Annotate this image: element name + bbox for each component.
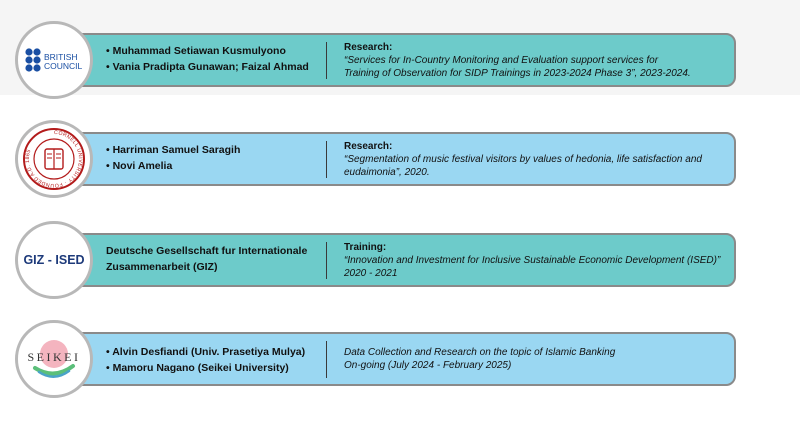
person-name: • Vania Pradipta Gunawan; Faizal Ahmad [106,61,309,73]
project-line: “Segmentation of music festival visitors by values of hedonia, life satisfaction and [344,154,702,165]
person-name: • Harriman Samuel Saragih [106,144,241,156]
divider [326,141,327,178]
logo-text: COUNCIL [44,61,83,71]
divider [326,242,327,279]
collaboration-card-giz [40,233,736,287]
divider [326,42,327,79]
british-council-logo [15,21,93,99]
logo-text: SEIKEI [27,350,81,364]
project-type: Research: [344,141,393,152]
person-name: • Novi Amelia [106,160,173,172]
project-line: eudaimonia”, 2020. [344,167,430,178]
project-line: 2020 - 2021 [344,268,398,279]
person-name: • Alvin Desfiandi (Univ. Prasetiya Mulya) [106,346,306,358]
organization-line: Deutsche Gesellschaft fur Internationale [106,245,308,257]
project-description [344,346,724,372]
people-list [106,142,326,174]
giz-ised-logo [15,221,93,299]
logo-text: BRITISH [44,52,78,62]
logo-text: GIZ - ISED [23,253,85,267]
divider [326,341,327,378]
project-line: “Services for In-Country Monitoring and Evaluation support services for [344,55,659,66]
project-type: Research: [344,42,393,53]
project-line: “Innovation and Investment for Inclusive Sustainable Economic Development (ISED)” [344,255,721,266]
collaboration-card-seikei [40,332,736,386]
person-name: • Muhammad Setiawan Kusmulyono [106,45,286,57]
project-description [344,140,724,179]
collaboration-card-british-council [40,33,736,87]
project-description [344,241,724,280]
seal-ring-text: CORNELL UNIVERSITY · FOUNDED A.D. 1865 [24,129,84,189]
collaboration-card-cornell [40,132,736,186]
people-list [106,43,326,75]
people-list [106,344,326,376]
project-line: On-going (July 2024 - February 2025) [344,360,512,371]
project-type: Training: [344,242,387,253]
project-line: Training of Observation for SIDP Trainings in 2023-2024 Phase 3”, 2023-2024. [344,68,691,79]
organization-line: Zusammenarbeit (GIZ) [106,261,218,273]
person-name: • Mamoru Nagano (Seikei University) [106,362,289,374]
organization-name [106,243,326,275]
seikei-logo [15,320,93,398]
cornell-seal [15,120,93,198]
project-description [344,41,724,80]
project-line: Data Collection and Research on the topic of Islamic Banking [344,347,616,358]
